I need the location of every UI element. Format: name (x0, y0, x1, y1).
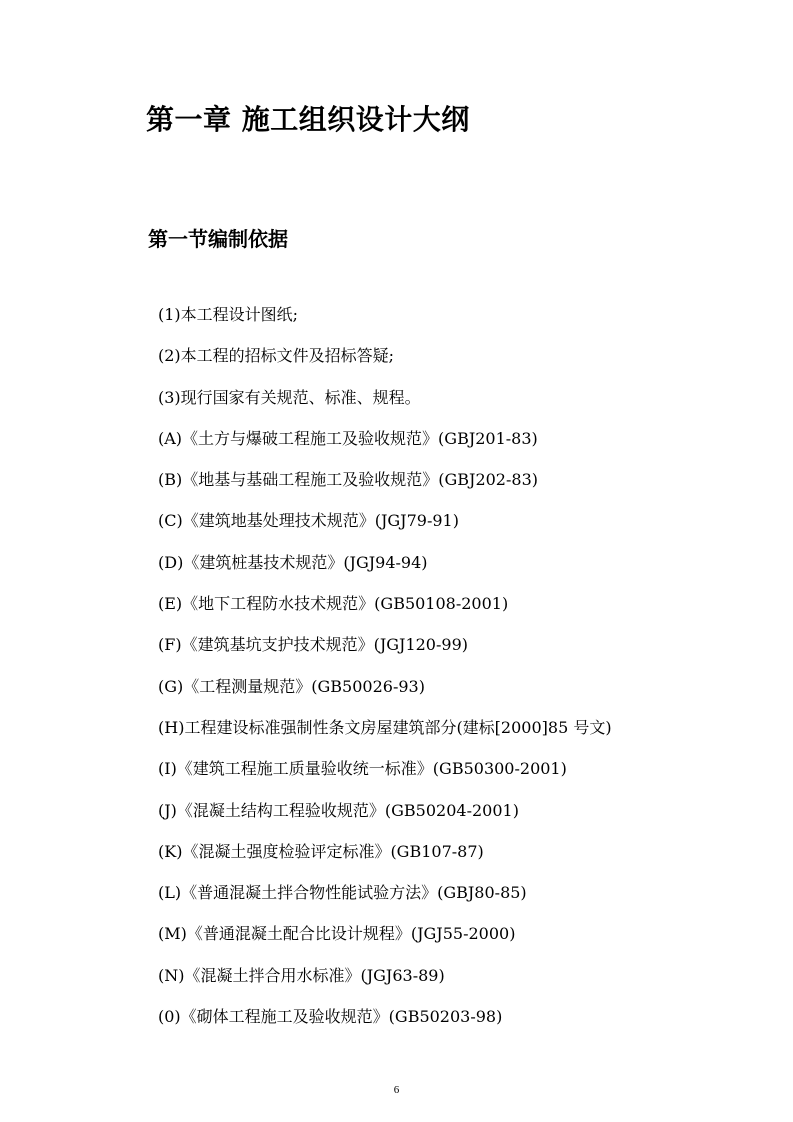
list-item: (N)《混凝土拌合用水标准》(JGJ63-89) (158, 965, 445, 985)
list-item: (1)本工程设计图纸; (158, 305, 299, 324)
section-title: 第一节编制依据 (148, 227, 288, 251)
list-item: (J)《混凝土结构工程验收规范》(GB50204-2001) (158, 800, 519, 820)
list-item: (B)《地基与基础工程施工及验收规范》(GBJ202-83) (158, 470, 538, 490)
chapter-title: 第一章 施工组织设计大纲 (146, 103, 470, 136)
list-item: (E)《地下工程防水技术规范》(GB50108-2001) (158, 594, 509, 614)
list-item: (G)《工程测量规范》(GB50026-93) (158, 676, 425, 696)
list-item: (2)本工程的招标文件及招标答疑; (158, 346, 395, 366)
list-item: (A)《土方与爆破工程施工及验收规范》(GBJ201-83) (158, 428, 538, 448)
list-item: (L)《普通混凝土拌合物性能试验方法》(GBJ80-85) (158, 883, 527, 903)
list-item: (C)《建筑地基处理技术规范》(JGJ79-91) (158, 511, 459, 531)
list-item: (M)《普通混凝土配合比设计规程》(JGJ55-2000) (158, 924, 516, 944)
list-item: (K)《混凝土强度检验评定标准》(GB107-87) (158, 841, 484, 861)
list-item: (H)工程建设标准强制性条文房屋建筑部分(建标[2000]85 号文) (158, 717, 612, 737)
list-item: (D)《建筑桩基技术规范》(JGJ94-94) (158, 552, 428, 572)
page-number: 6 (393, 1084, 400, 1096)
list-item: (F)《建筑基坑支护技术规范》(JGJ120-99) (158, 635, 468, 655)
list-item: (0)《砌体工程施工及验收规范》(GB50203-98) (158, 1007, 503, 1027)
list-item: (3)现行国家有关规范、标准、规程。 (158, 387, 421, 407)
basis-list (158, 294, 612, 1037)
list-item: (I)《建筑工程施工质量验收统一标准》(GB50300-2001) (158, 759, 567, 779)
